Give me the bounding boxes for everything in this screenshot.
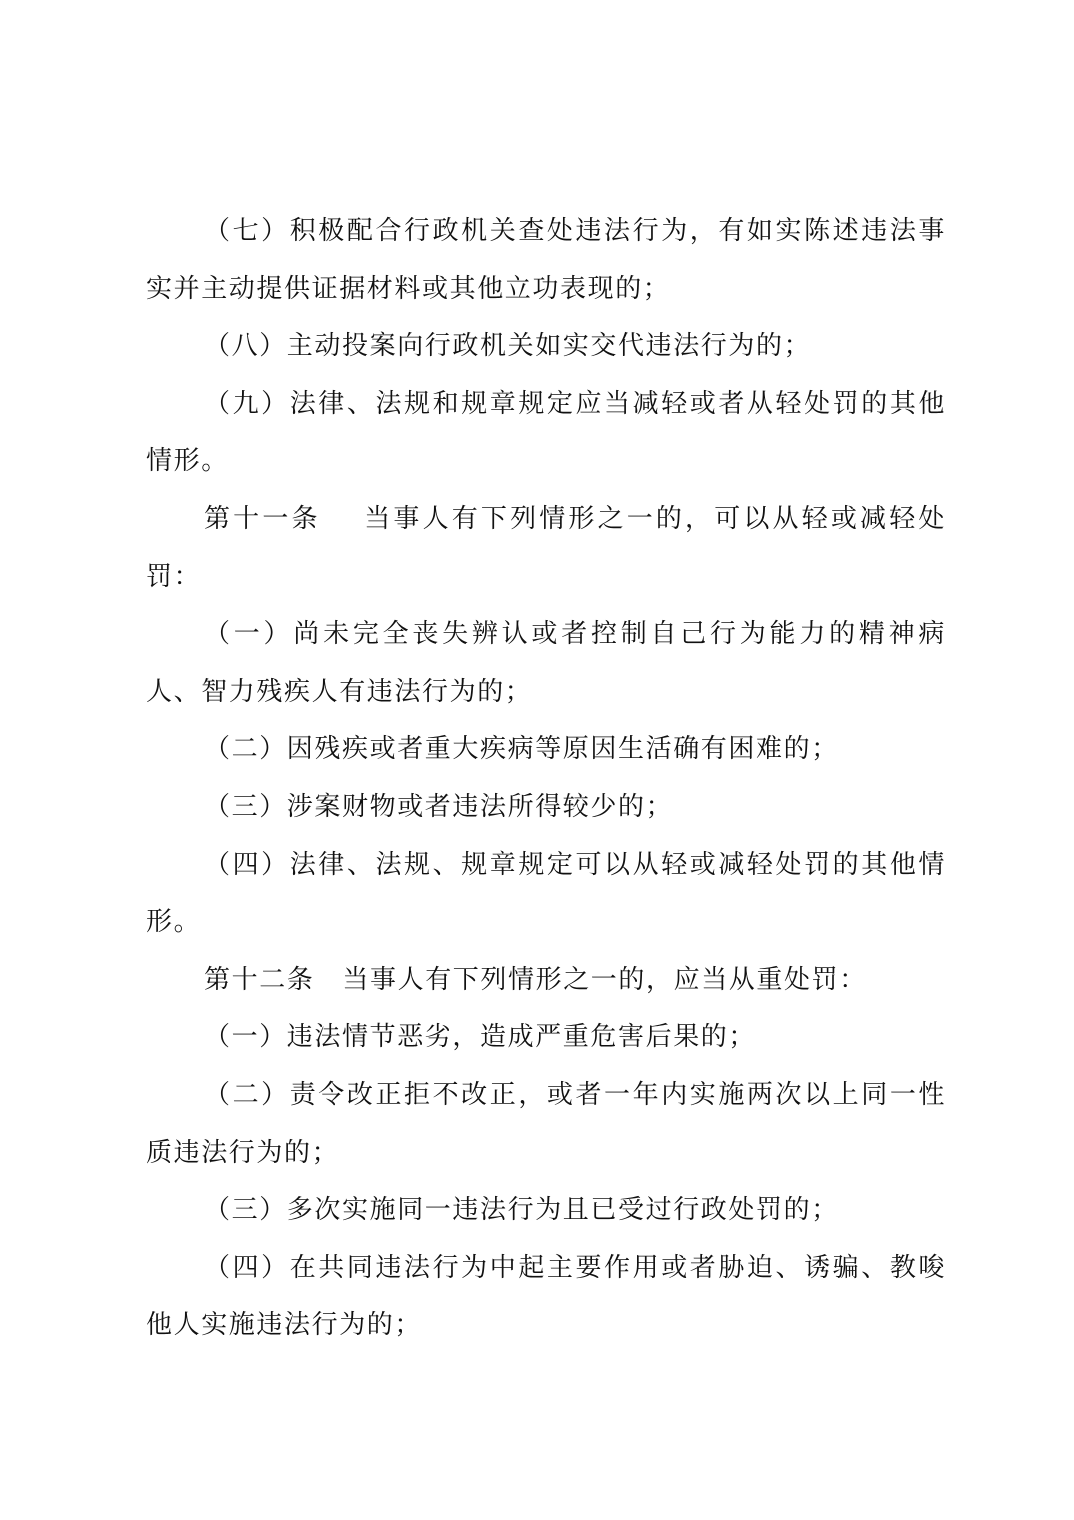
paragraph-8 <box>146 318 946 376</box>
paragraph-text: 当事人有下列情形之一的，可以从轻或减轻处罚： <box>146 503 946 592</box>
article-number: 第十一条 <box>204 503 321 534</box>
paragraph-text: （一）尚未完全丧失辨认或者控制自己行为能力的精神病人、智力残疾人有违法行为的； <box>146 619 946 707</box>
article-11-item-4 <box>146 837 946 952</box>
article-12 <box>146 952 946 1010</box>
paragraph-text: （三）多次实施同一违法行为且已受过行政处罚的； <box>204 1195 839 1226</box>
paragraph-text: 当事人有下列情形之一的，应当从重处罚： <box>342 964 867 995</box>
article-11 <box>146 491 946 606</box>
paragraph-text: （九）法律、法规和规章规定应当减轻或者从轻处罚的其他情形。 <box>146 388 946 477</box>
paragraph-text: （二）因残疾或者重大疾病等原因生活确有困难的； <box>204 734 839 765</box>
article-12-item-4 <box>146 1240 946 1355</box>
paragraph-text: （三）涉案财物或者违法所得较少的； <box>204 791 674 822</box>
paragraph-text: （七）积极配合行政机关查处违法行为，有如实陈述违法事实并主动提供证据材料或其他立功表现的； <box>146 216 946 304</box>
paragraph-text: （八）主动投案向行政机关如实交代违法行为的； <box>204 331 812 362</box>
article-number: 第十二条 <box>204 964 315 995</box>
paragraph-9 <box>146 376 946 491</box>
article-11-item-2 <box>146 721 946 779</box>
article-11-item-3 <box>146 779 946 837</box>
article-12-item-2 <box>146 1067 946 1182</box>
paragraph-7 <box>146 203 946 318</box>
document-body <box>146 203 946 1355</box>
paragraph-text: （四）在共同违法行为中起主要作用或者胁迫、诱骗、教唆他人实施违法行为的； <box>146 1252 946 1341</box>
paragraph-text: （一）违法情节恶劣，造成严重危害后果的； <box>204 1022 757 1053</box>
article-11-item-1 <box>146 606 946 721</box>
paragraph-text: （四）法律、法规、规章规定可以从轻或减轻处罚的其他情形。 <box>146 849 946 938</box>
article-12-item-1 <box>146 1009 946 1067</box>
article-12-item-3 <box>146 1182 946 1240</box>
paragraph-text: （二）责令改正拒不改正，或者一年内实施两次以上同一性质违法行为的； <box>146 1079 946 1168</box>
